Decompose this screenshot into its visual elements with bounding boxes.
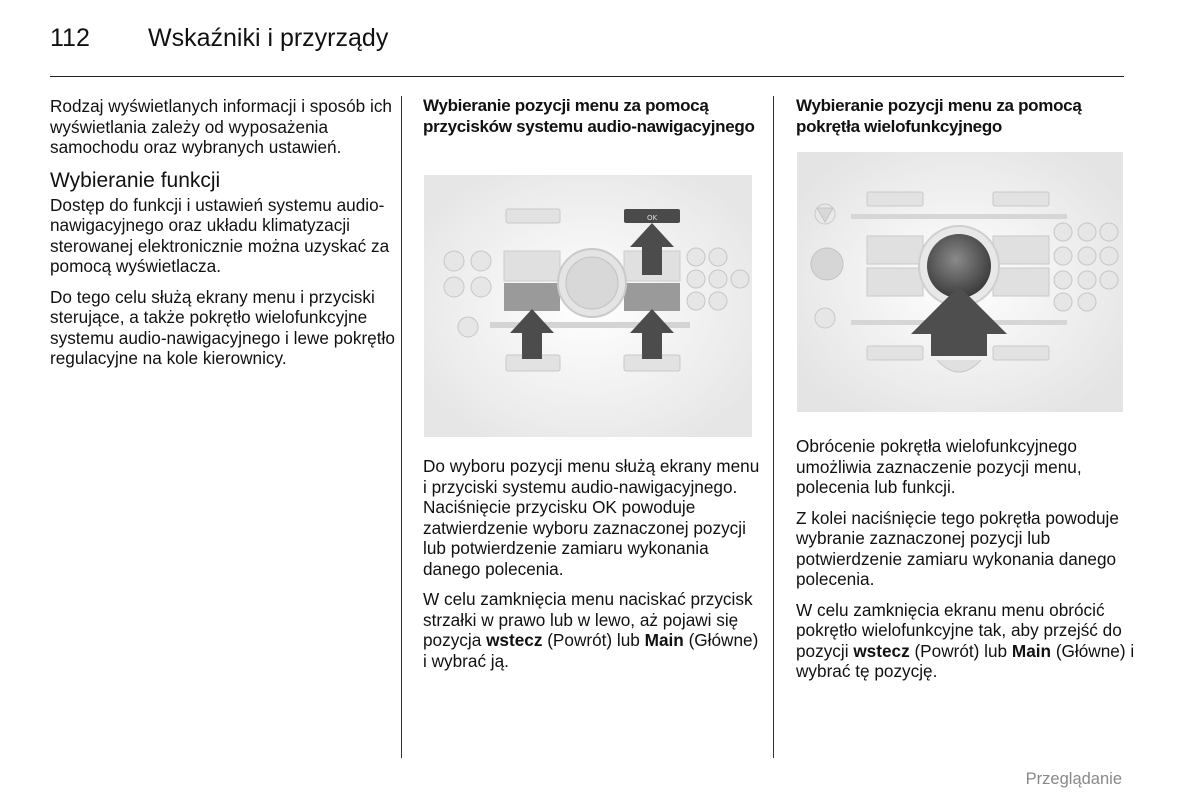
keyword-wstecz: wstecz: [853, 640, 910, 661]
chapter-title: Wskaźniki i przyrządy: [148, 24, 389, 52]
column-2-body: [423, 456, 763, 681]
footer-section-label: Przeglądanie: [1025, 770, 1122, 788]
column-2: [423, 96, 763, 147]
keyword-wstecz: wstecz: [486, 630, 543, 650]
column-1: [50, 96, 395, 379]
paragraph-exit-menu: W celu zamknięcia ekranu menu obrócić pokrętło wielofunkcyjne tak, aby przejść do pozycji wstecz (Powrót) lub Main (Główne) i wybrać tę pozycję.: [796, 599, 1135, 681]
header-rule: [50, 76, 1124, 77]
section-heading-buttons: Wybieranie pozycji menu za pomocą przycisków systemu audio-nawigacyjnego: [423, 96, 755, 136]
paragraph: Do tego celu służą ekrany menu i przyciski sterujące, a także pokrętło wielofunkcyjne systemu audio-nawigacyjnego i lewe pokrętło regulacyjne na kole kierownicy.: [50, 286, 395, 368]
paragraph: Z kolei naciśnięcie tego pokrętła powoduje wybranie zaznaczonej pozycji lub potwierdzenie zamiaru wykonania danego polecenia.: [796, 507, 1119, 589]
column-3-body: [796, 436, 1136, 692]
paragraph-exit-menu: W celu zamknięcia menu naciskać przycisk strzałki w prawo lub w lewo, aż pojawi się pozycja wstecz (Powrót) lub Main (Główne) i wybrać ją.: [423, 589, 759, 671]
subheading-function-selection: Wybieranie funkcji: [50, 168, 221, 192]
page-header: [50, 24, 388, 64]
column-divider-1: [401, 96, 402, 758]
multifunction-knob-illustration: [797, 152, 1123, 412]
column-divider-2: [773, 96, 774, 758]
column-3: [796, 96, 1136, 147]
section-heading-knob: Wybieranie pozycji menu za pomocą pokrętła wielofunkcyjnego: [796, 96, 1082, 136]
page-number: 112: [50, 24, 90, 52]
paragraph: Dostęp do funkcji i ustawień systemu audio-nawigacyjnego oraz układu klimatyzacji sterowanej elektronicznie można uzyskać za pomocą wyświetlacza.: [50, 194, 390, 276]
keyword-main: Main: [644, 630, 684, 650]
keyword-main: Main: [1011, 640, 1052, 661]
figure-radio-buttons: [424, 175, 752, 437]
figure-multifunction-knob: [797, 152, 1123, 412]
intro-paragraph: Rodzaj wyświetlanych informacji i sposób ich wyświetlania zależy od wyposażenia samochodu oraz wybranych ustawień.: [50, 96, 392, 157]
radio-buttons-illustration: [424, 175, 752, 437]
paragraph: Obrócenie pokrętła wielofunkcyjnego umożliwia zaznaczenie pozycji menu, polecenia lub funkcji.: [796, 436, 1082, 497]
paragraph: Do wyboru pozycji menu służą ekrany menu i przyciski systemu audio-nawigacyjnego. Naciśnięcie przycisku OK powoduje zatwierdzenie wyboru zaznaczonej pozycji lub potwierdzenie zamiaru wykonania danego polecenia.: [423, 456, 760, 579]
ok-button-label: OK: [646, 214, 658, 222]
